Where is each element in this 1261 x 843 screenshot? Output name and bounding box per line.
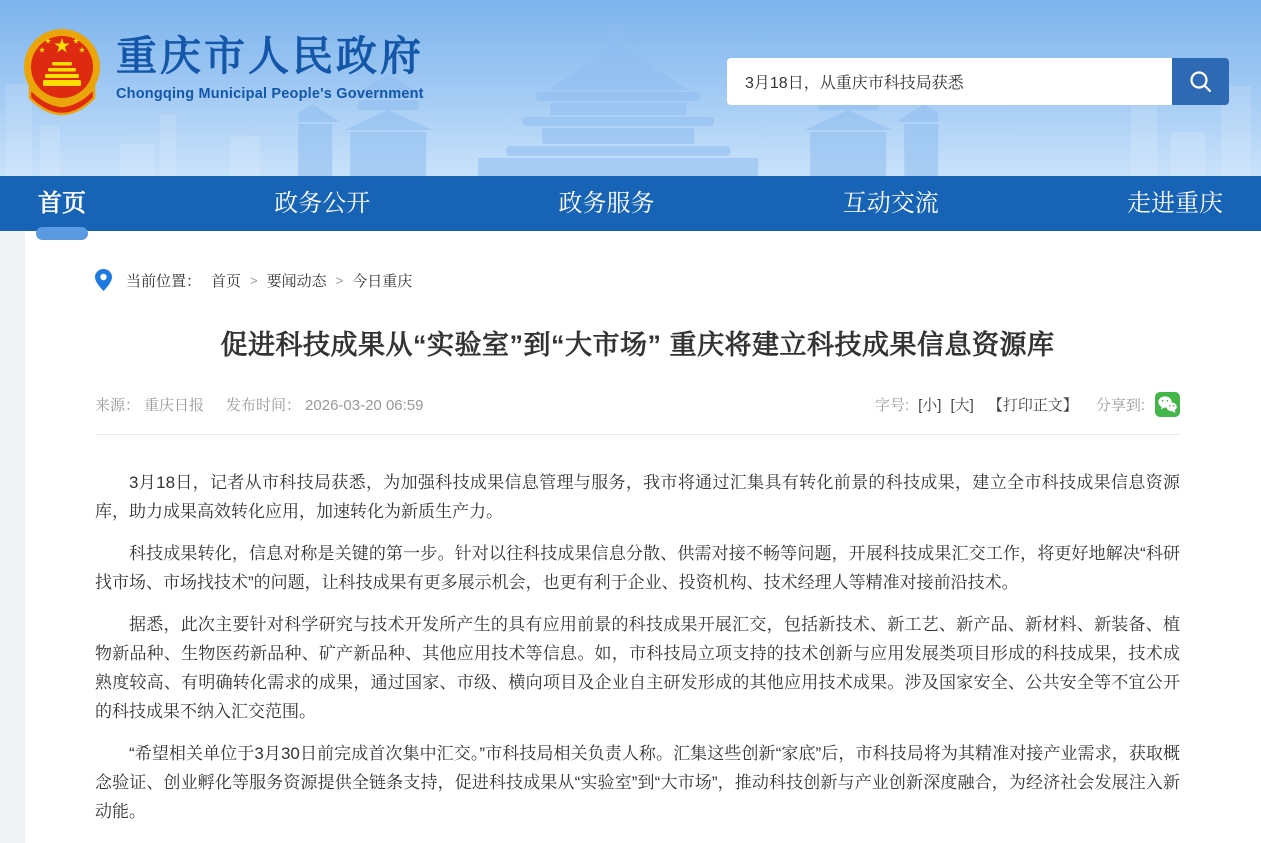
nav-item-interaction[interactable] (843, 176, 939, 231)
breadcrumb-separator: > (335, 272, 344, 288)
breadcrumb-home[interactable]: 首页 (211, 272, 242, 290)
site-title: 重庆市人民政府 (116, 33, 424, 79)
article-meta-right (875, 392, 1180, 417)
search-input[interactable] (727, 58, 1172, 105)
active-tab-indicator (36, 227, 88, 240)
font-size-label: 字号: (874, 397, 910, 414)
site-subtitle: Chongqing Municipal People's Government (116, 86, 424, 103)
wechat-icon (1155, 392, 1180, 417)
article-meta-left (95, 394, 427, 415)
article-paragraph: 据悉，此次主要针对科学研究与技术开发所产生的具有应用前景的科技成果开展汇交，包括新技术、新工艺、新产品、新材料、新装备、植物新品种、生物医药新品种、矿产新品种、其他应用技术等信息。如，市科技局立项支持的技术创新与应用发展类项目形成的科技成果，技术成熟度较高、有明确转化需求的成果，通过国家、市级、横向项目及企业自主研发形成的其他应用技术成果。涉及国家安全、公共安全等不宜公开的科技成果不纳入汇交范围。 (95, 615, 1180, 721)
national-emblem-icon (22, 26, 102, 116)
breadcrumb-label: 当前位置： (126, 272, 202, 290)
article-meta-row (95, 392, 1180, 417)
nav-item-home[interactable] (38, 176, 86, 231)
brand-text (116, 26, 424, 102)
site-brand[interactable] (22, 26, 424, 116)
search-bar (727, 58, 1229, 105)
font-larger-button[interactable]: [大] (950, 397, 974, 414)
article-title: 促进科技成果从“实验室”到“大市场” 重庆将建立科技成果信息资源库 (220, 330, 1055, 360)
site-header (0, 0, 1261, 176)
breadcrumb (95, 231, 1180, 291)
article-paragraph: “希望相关单位于3月30日前完成首次集中汇交。”市科技局相关负责人称。汇集这些创新“家底”后，市科技局将为其精准对接产业需求，获取概念验证、创业孵化等服务资源提供全链条支持，促进科技成果从“实验室”到“大市场”，推动科技创新与产业创新深度融合，为经济社会发展注入新动能。 (95, 744, 1180, 821)
breadcrumb-news[interactable]: 要闻动态 (266, 272, 327, 290)
print-button[interactable]: 【打印正文】 (987, 397, 1078, 414)
nav-item-gov-services[interactable] (559, 176, 655, 231)
nav-item-label: 政务公开 (274, 190, 371, 217)
wechat-share-button[interactable] (1155, 392, 1180, 417)
search-button[interactable] (1172, 58, 1229, 105)
search-icon (1188, 69, 1214, 95)
publish-time-value: 2026-03-20 06:59 (305, 397, 424, 414)
content-panel (25, 231, 1261, 843)
nav-item-gov-disclosure[interactable] (274, 176, 370, 231)
breadcrumb-separator: > (250, 272, 258, 288)
source-label: 来源： (95, 397, 141, 414)
article-paragraph: 3月18日，记者从市科技局获悉，为加强科技成果信息管理与服务，我市将通过汇集具有转化前景的科技成果，建立全市科技成果信息资源库，助力成果高效转化应用，加速转化为新质生产力。 (95, 473, 1180, 521)
nav-item-label: 政务服务 (558, 190, 655, 217)
share-label: 分享到: (1095, 397, 1145, 414)
article-body (95, 468, 1180, 826)
main-nav (0, 176, 1261, 231)
font-smaller-button[interactable]: [小] (918, 397, 942, 414)
nav-item-label: 首页 (38, 190, 86, 217)
breadcrumb-today-chongqing[interactable]: 今日重庆 (352, 272, 413, 290)
divider (95, 434, 1180, 435)
nav-item-label: 互动交流 (842, 190, 939, 217)
location-pin-icon (95, 269, 112, 291)
source-value: 重庆日报 (144, 397, 205, 414)
nav-item-label: 走进重庆 (1127, 190, 1223, 217)
publish-time-label: 发布时间： (226, 397, 302, 414)
article-paragraph: 科技成果转化，信息对称是关键的第一步。针对以往科技成果信息分散、供需对接不畅等问题，开展科技成果汇交工作，将更好地解决“科研找市场、市场找技术”的问题，让科技成果有更多展示机会，也更有利于企业、投资机构、技术经理人等精准对接前沿技术。 (95, 544, 1180, 592)
nav-item-about-chongqing[interactable] (1127, 176, 1223, 231)
